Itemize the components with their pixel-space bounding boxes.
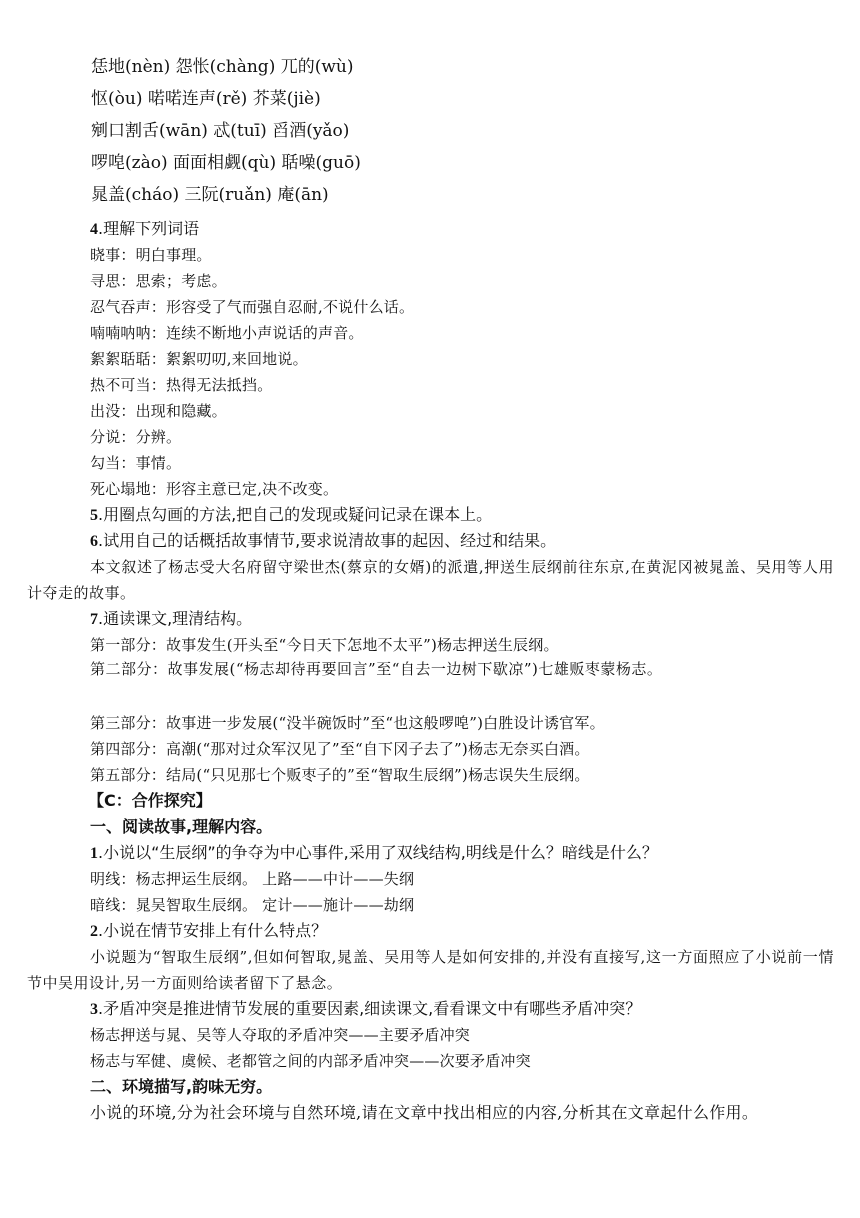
pronunciation-line: 恁地(nèn) 怨怅(chàng) 兀的(wù) (91, 57, 354, 77)
question-number: 6 (90, 533, 98, 550)
answer-paragraph: 本文叙述了杨志受大名府留守梁世杰(蔡京的女婿)的派遣,押送生辰纲前往东京,在黄泥冈被晁盖、吴用等人用计夺走的故事。 (27, 558, 834, 602)
question-text: .矛盾冲突是推进情节发展的重要因素,细读课文,看看课文中有哪些矛盾冲突？ (98, 999, 642, 1018)
pronunciation-line: 怄(òu) 喏喏连声(rě) 芥菜(jiè) (91, 89, 321, 109)
question-number: 5 (90, 507, 98, 524)
part1-question-3 (90, 998, 834, 1021)
answer-line: 杨志押送与晁、吴等人夺取的矛盾冲突——主要矛盾冲突 (90, 1026, 471, 1044)
answer-line: 暗线：晁吴智取生辰纲。 定计——施计——劫纲 (90, 896, 415, 914)
question-number: 1 (90, 845, 98, 862)
definition-item: 寻思：思索；考虑。 (90, 272, 227, 290)
question-number: 4 (90, 221, 98, 238)
pronunciation-line: 剜口割舌(wān) 忒(tuī) 舀酒(yǎo) (91, 121, 350, 141)
question-text: .理解下列词语 (98, 219, 200, 238)
structure-part: 第二部分：故事发展(“杨志却待再要回言”至“自去一边树下歇凉”)七雄贩枣蒙杨志。 (90, 660, 663, 678)
question-number: 2 (90, 923, 98, 940)
question-6 (90, 530, 834, 553)
definition-item: 死心塌地：形容主意已定,决不改变。 (90, 480, 339, 498)
answer-line: 杨志与军健、虞候、老都管之间的内部矛盾冲突——次要矛盾冲突 (90, 1052, 531, 1070)
definition-item: 出没：出现和隐藏。 (90, 402, 227, 420)
question-text: .试用自己的话概括故事情节,要求说清故事的起因、经过和结果。 (98, 531, 557, 550)
question-5 (90, 504, 834, 527)
part-2-heading: 二、环境描写,韵味无穷。 (90, 1077, 273, 1096)
pronunciation-line: 晁盖(cháo) 三阮(ruǎn) 庵(ān) (91, 185, 329, 205)
question-7 (90, 608, 834, 631)
structure-part: 第四部分：高潮(“那对过众军汉见了”至“自下冈子去了”)杨志无奈买白酒。 (90, 740, 590, 758)
structure-part: 第一部分：故事发生(开头至“今日天下怎地不太平”)杨志押送生辰纲。 (90, 636, 559, 654)
part1-question-2 (90, 920, 834, 943)
question-text: .通读课文,理清结构。 (98, 609, 253, 628)
answer-paragraph: 小说题为“智取生辰纲”,但如何智取,晁盖、吴用等人是如何安排的,并没有直接写,这一方面照应了小说前一情节中吴用设计,另一方面则给读者留下了悬念。 (27, 948, 834, 992)
pronunciation-line: 啰唣(zào) 面面相觑(qù) 聒噪(guō) (91, 153, 361, 173)
answer-line: 明线：杨志押运生辰纲。 上路——中计——失纲 (90, 870, 415, 888)
definition-item: 忍气吞声：形容受了气而强自忍耐,不说什么话。 (90, 298, 415, 316)
definition-item: 喃喃呐呐：连续不断地小声说话的声音。 (90, 324, 364, 342)
question-text: .小说在情节安排上有什么特点？ (98, 921, 328, 940)
definition-item: 热不可当：热得无法抵挡。 (90, 376, 273, 394)
definition-item: 絮絮聒聒：絮絮叨叨,来回地说。 (90, 350, 308, 368)
structure-part: 第三部分：故事进一步发展(“没半碗饭时”至“也这般啰唣”)白胜设计诱官军。 (90, 714, 605, 732)
question-text: .用圈点勾画的方法,把自己的发现或疑问记录在课本上。 (98, 505, 493, 524)
definition-item: 晓事：明白事理。 (90, 246, 212, 264)
question-number: 3 (90, 1001, 98, 1018)
definition-item: 勾当：事情。 (90, 454, 182, 472)
question-number: 7 (90, 611, 98, 628)
question-paragraph: 小说的环境,分为社会环境与自然环境,请在文章中找出相应的内容,分析其在文章起什么作用。 (90, 1103, 759, 1122)
question-text: .小说以“生辰纲”的争夺为中心事件,采用了双线结构,明线是什么？暗线是什么？ (98, 843, 658, 862)
structure-part: 第五部分：结局(“只见那七个贩枣子的”至“智取生辰纲”)杨志误失生辰纲。 (90, 766, 590, 784)
section-c-heading: 【C：合作探究】 (88, 791, 212, 810)
part-1-heading: 一、阅读故事,理解内容。 (90, 817, 273, 836)
definition-item: 分说：分辨。 (90, 428, 182, 446)
part1-question-1 (90, 842, 834, 865)
question-4 (90, 218, 834, 241)
